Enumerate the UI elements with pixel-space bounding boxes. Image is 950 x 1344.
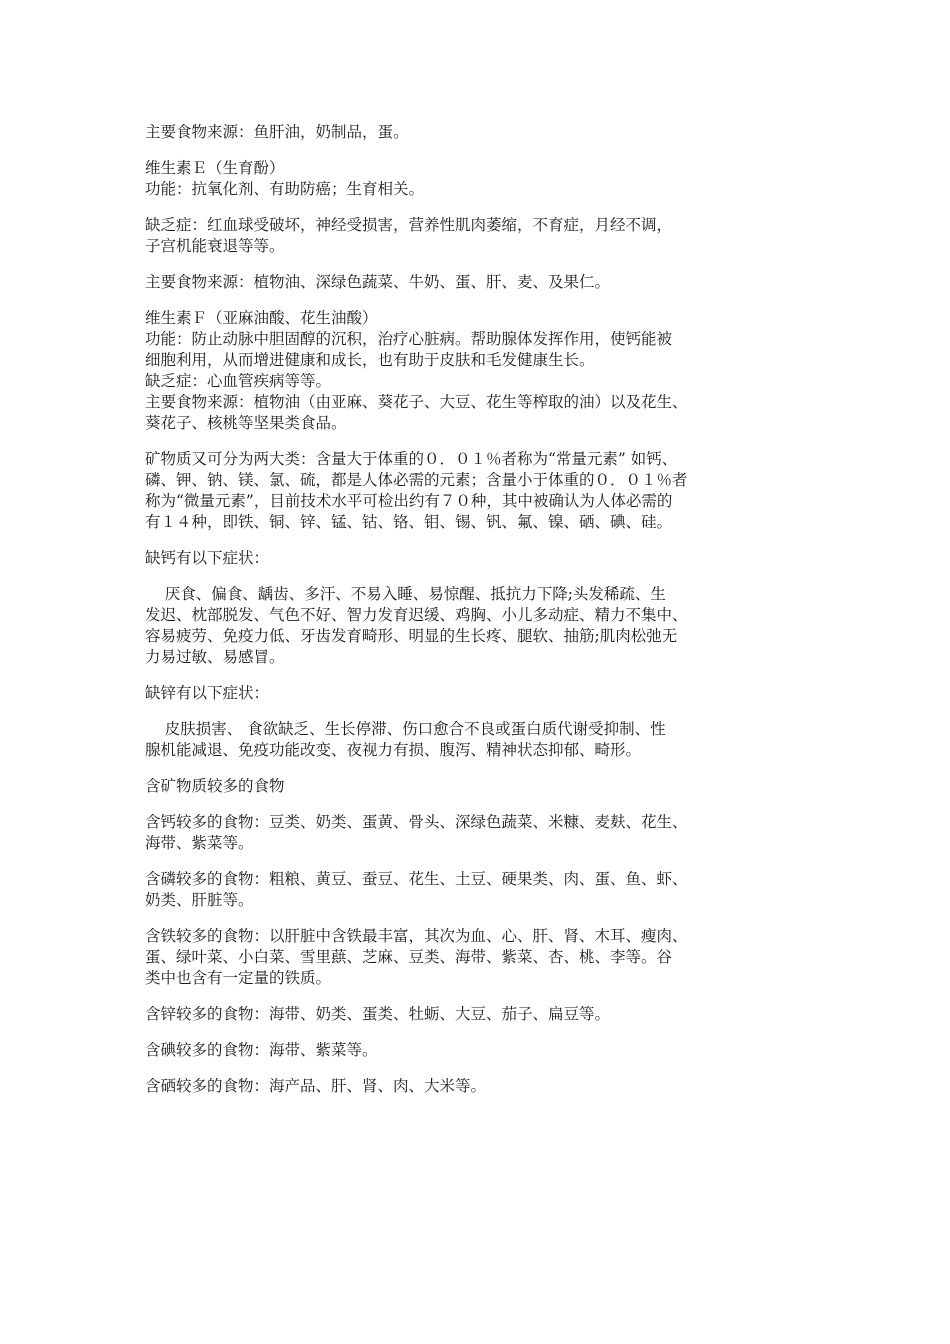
- paragraph: [145, 548, 807, 569]
- paragraph: [145, 215, 807, 257]
- text-line: 有１４种，即铁、铜、锌、锰、钴、铬、钼、锡、钒、氟、镍、硒、碘、硅。: [145, 513, 673, 531]
- paragraph: [145, 1004, 807, 1025]
- paragraph: [145, 776, 807, 797]
- paragraph: [145, 719, 807, 761]
- text-line: 维生素Ｆ（亚麻油酸、花生油酸）: [145, 309, 378, 327]
- text-line: 容易疲劳、免疫力低、牙齿发育畸形、明显的生长疼、腿软、抽筋;肌肉松弛无: [145, 627, 678, 645]
- text-line: 缺乏症：心血管疾病等等。: [145, 372, 332, 390]
- paragraph: [145, 812, 807, 854]
- text-line: 维生素Ｅ（生育酚）: [145, 159, 285, 177]
- text-line: 细胞利用，从而增进健康和成长，也有助于皮肤和毛发健康生长。: [145, 351, 595, 369]
- paragraph: [145, 1076, 807, 1097]
- text-line: 皮肤损害、 食欲缺乏、生长停滞、伤口愈合不良或蛋白质代谢受抑制、性: [145, 720, 666, 738]
- paragraph: [145, 308, 807, 329]
- text-line: 子宫机能衰退等等。: [145, 237, 285, 255]
- paragraph: [145, 1040, 807, 1061]
- text-line: 含磷较多的食物：粗粮、黄豆、蚕豆、花生、土豆、硬果类、肉、蛋、鱼、虾、: [145, 870, 688, 888]
- text-line: 葵花子、核桃等坚果类食品。: [145, 414, 347, 432]
- text-line: 厌食、偏食、龋齿、多汗、不易入睡、易惊醒、抵抗力下降;头发稀疏、生: [145, 585, 666, 603]
- paragraph: [145, 158, 807, 179]
- text-line: 磷、钾、钠、镁、氯、硫，都是人体必需的元素；含量小于体重的０．０１％者: [145, 471, 688, 489]
- text-line: 含矿物质较多的食物: [145, 777, 285, 795]
- paragraph: [145, 449, 807, 533]
- paragraph: [145, 329, 807, 371]
- text-line: 类中也含有一定量的铁质。: [145, 969, 332, 987]
- text-line: 发迟、枕部脱发、气色不好、智力发育迟缓、鸡胸、小儿多动症、精力不集中、: [145, 606, 688, 624]
- text-line: 含碘较多的食物：海带、紫菜等。: [145, 1041, 378, 1059]
- text-line: 蛋、绿叶菜、小白菜、雪里蕻、芝麻、豆类、海带、紫菜、杏、桃、李等。谷: [145, 948, 673, 966]
- paragraph: [145, 272, 807, 293]
- text-line: 含硒较多的食物：海产品、肝、肾、肉、大米等。: [145, 1077, 487, 1095]
- paragraph: [145, 179, 807, 200]
- text-line: 海带、紫菜等。: [145, 834, 254, 852]
- text-line: 主要食物来源：植物油、深绿色蔬菜、牛奶、蛋、肝、麦、及果仁。: [145, 273, 611, 291]
- paragraph: [145, 683, 807, 704]
- document-page: [145, 122, 807, 1112]
- text-line: 矿物质又可分为两大类：含量大于体重的０．０１％者称为“常量元素” 如钙、: [145, 450, 678, 468]
- text-line: 主要食物来源：鱼肝油，奶制品，蛋。: [145, 123, 409, 141]
- text-line: 含锌较多的食物：海带、奶类、蛋类、牡蛎、大豆、茄子、扁豆等。: [145, 1005, 611, 1023]
- text-line: 缺钙有以下症状：: [145, 549, 270, 567]
- text-line: 缺锌有以下症状：: [145, 684, 270, 702]
- paragraph: [145, 392, 807, 434]
- text-line: 功能：防止动脉中胆固醇的沉积，治疗心脏病。帮助腺体发挥作用，使钙能被: [145, 330, 673, 348]
- paragraph: [145, 584, 807, 668]
- paragraph: [145, 926, 807, 989]
- text-line: 腺机能减退、免疫功能改变、夜视力有损、腹泻、精神状态抑郁、畸形。: [145, 741, 642, 759]
- text-line: 奶类、肝脏等。: [145, 891, 254, 909]
- text-line: 功能：抗氧化剂、有助防癌；生育相关。: [145, 180, 425, 198]
- text-line: 主要食物来源：植物油（由亚麻、葵花子、大豆、花生等榨取的油）以及花生、: [145, 393, 688, 411]
- text-line: 力易过敏、易感冒。: [145, 648, 285, 666]
- text-line: 缺乏症：红血球受破坏，神经受损害，营养性肌肉萎缩，不育症，月经不调，: [145, 216, 673, 234]
- text-line: 称为“微量元素”，目前技术水平可检出约有７０种，其中被确认为人体必需的: [145, 492, 673, 510]
- text-line: 含钙较多的食物：豆类、奶类、蛋黄、骨头、深绿色蔬菜、米糠、麦麸、花生、: [145, 813, 688, 831]
- text-line: 含铁较多的食物：以肝脏中含铁最丰富，其次为血、心、肝、肾、木耳、瘦肉、: [145, 927, 688, 945]
- paragraph: [145, 122, 807, 143]
- paragraph: [145, 869, 807, 911]
- paragraph: [145, 371, 807, 392]
